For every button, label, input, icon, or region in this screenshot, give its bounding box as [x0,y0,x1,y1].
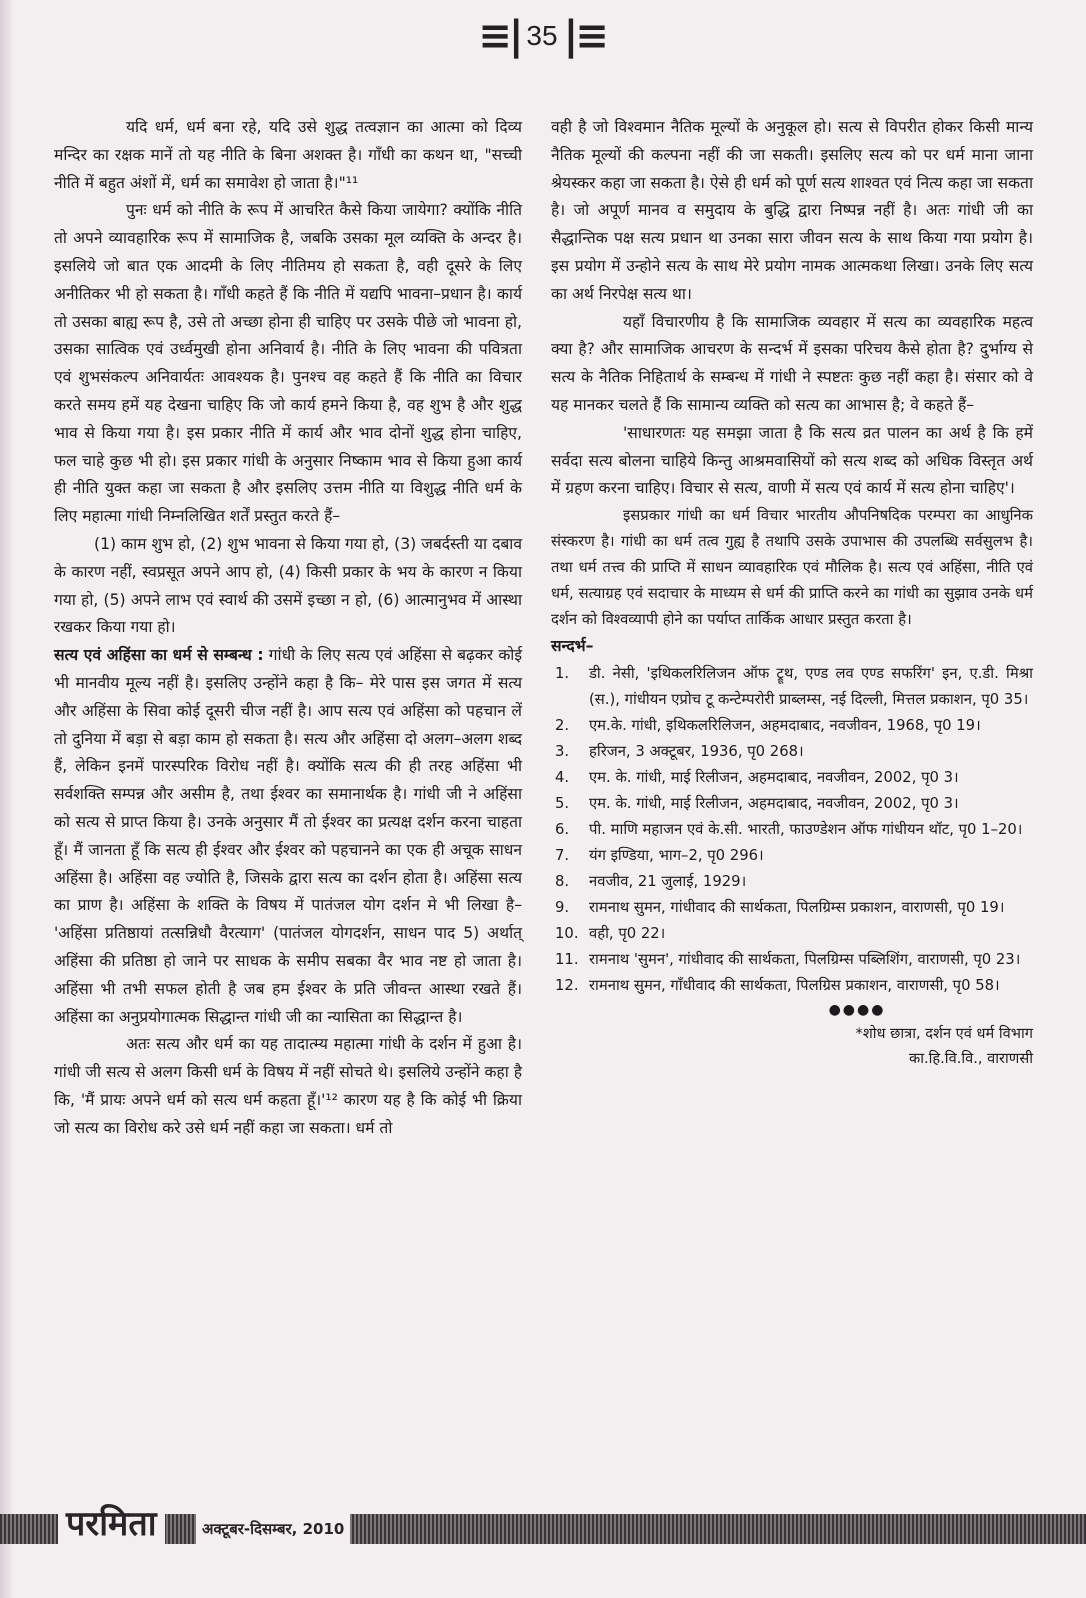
header-ornament-right: |≡ [563,13,606,59]
reference-item: 4. एम. के. गांधी, माई रिलीजन, अहमदाबाद, नवजीवन, 2002, पृ0 3। [555,768,959,786]
right-paragraph-2: यहाँ विचारणीय है कि सामाजिक व्यवहार में सत्य का व्यवहारिक महत्व क्या है? और सामाजिक आचरण के सन्दर्भ में इसका परिचय कैसे होता है? दुर्भाग्य से सत्य के नैतिक निहितार्थ के सम्बन्ध में गांधी ने स्पष्टतः कुछ नहीं कहा है। संसार को वे यह मानकर चलते हैं कि सामान्य व्यक्ति को सत्य का आभास है; वे कहते हैं– [551,312,1033,414]
magazine-logo: परमिता [58,1500,165,1548]
section-body: गांधी के लिए सत्य एवं अहिंसा से बढ़कर कोई भी मानवीय मूल्य नहीं है। इसलिए उन्होंने कहा है कि– मेरे पास इस जगत में सत्य और अहिंसा के सिवा कोई दूसरी चीज नहीं है। आप सत्य एवं अहिंसा को पहचान लें तो दुनिया में बड़ा से बड़ा काम हो सकता है। सत्य और अहिंसा दो अलग–अलग शब्द हैं, लेकिन इनमें पारस्परिक विरोध नहीं है। क्योंकि सत्य की ही तरह अहिंसा भी सर्वशक्ति सम्पन्न और असीम है, तथा ईश्वर का समानार्थक है। गांधी जी ने अहिंसा को सत्य से प्राप्त किया है। उनके अनुसार मैं तो ईश्वर का प्रत्यक्ष दर्शन करना चाहता हूँ। मैं जानता हूँ कि सत्य ही ईश्वर और ईश्वर को पहचानने का एक ही अचूक साधन अहिंसा है। अहिंसा वह ज्योति है, जिसके द्वारा सत्य का दर्शन होता है। अहिंसा सत्य का प्राण है। अहिंसा के शक्ति के विषय में पातंजल योग दर्शन मे भी लिखा है– 'अहिंसा प्रतिष्ठायां तत्सन्निधौ वैरत्याग' (पातंजल योगदर्शन, साधन पाद 5) अर्थात् अहिंसा की प्रतिष्ठा हो जाने पर साधक के समीप सबका वैर भाव नष्ट हो जाता है। अहिंसा भी तभी सफल होती है जब हम ईश्वर के प्रति जीवन्त आस्था रखते हैं। अहिंसा का अनुप्रयोगात्मक सिद्धान्त गांधी जी का न्यासिता का सिद्धान्त है। [54,646,522,1026]
right-paragraph-1: वही है जो विश्वमान नैतिक मूल्यों के अनुकूल हो। सत्य से विपरीत होकर किसी मान्य नैतिक मूल्यों की कल्पना नहीं की जा सकती। इसलिए सत्य को पर धर्म माना जाना श्रेयस्कर कहा जा सकता है। ऐसे ही धर्म को पूर्ण सत्य शाश्वत एवं नित्य कहा जा सकता है। जो अपूर्ण मानव व समुदाय के बुद्धि द्वारा निष्पन्न नहीं है। अतः गांधी जी का सैद्धान्तिक पक्ष सत्य प्रधान था उनका सारा जीवन सत्य के साथ किया गया प्रयोग है। इस प्रयोग में उन्होने सत्य के साथ मेरे प्रयोग नामक आत्मकथा लिखा। उनके लिए सत्य का अर्थ निरपेक्ष सत्य था। [551,118,1033,303]
reference-item: 10. वही, पृ0 22। [555,924,666,942]
reference-item: 8. नवजीव, 21 जुलाई, 1929। [555,872,747,890]
right-paragraph-3: इसप्रकार गांधी का धर्म विचार भारतीय औपनिषदिक परम्परा का आधुनिक संस्करण है। गांधी का धर्म तत्व गुह्य है तथापि उसके उपाभास की उपलब्धि सर्वसुलभ है। तथा धर्म तत्त्व की प्राप्ति में साधन व्यावहारिक एवं मौलिक है। सत्य एवं अहिंसा, नीति एवं धर्म, सत्याग्रह एवं सदाचार के माध्यम से धर्म की प्राप्ति करने का गांधी का सुझाव उनके धर्म दर्शन को विश्वव्यापी होने का पर्याप्त तार्किक आधार प्रस्तुत करता है। [551,507,1033,629]
reference-item: 3. हरिजन, 3 अक्टूबर, 1936, पृ0 268। [555,742,804,760]
end-ornament: ●●●● [828,1001,886,1018]
page-number: 35 [526,20,558,51]
reference-item: 1. डी. नेसी, 'इथिकलरिलिजन ऑफ ट्रूथ, एण्ड लव एण्ड सफरिंग' इन, ए.डी. मिश्रा (स.), गांधीयन एप्रोच टू कन्टेम्परोरी प्राब्लम्स, नई दिल्ली, मित्तल प्रकाशन, पृ0 35। [555,664,1033,708]
reference-item: 12. रामनाथ सुमन, गाँधीवाद की सार्थकता, पिलग्रिस प्रकाशन, वाराणसी, पृ0 58। [555,976,1000,994]
issue-date: अक्टूबर-दिसम्बर, 2010 [196,1514,350,1544]
left-paragraph-1: यदि धर्म, धर्म बना रहे, यदि उसे शुद्ध तत्वज्ञान का आत्मा को दिव्य मन्दिर का रक्षक मानें तो यह नीति के बिना अशक्त है। गाँधी का कथन था, "सच्ची नीति में बहुत अंशों में, धर्म का समावेश हो जाता है।"¹¹ [54,118,522,192]
page-number-header [462,6,622,66]
reference-item: 9. रामनाथ सुमन, गांधीवाद की सार्थकता, पिलग्रिम्स प्रकाशन, वाराणसी, पृ0 19। [555,898,1005,916]
references-title: सन्दर्भ– [551,637,594,656]
left-paragraph-5: अतः सत्य और धर्म का यह तादात्म्य महात्मा गांधी के दर्शन में हुआ है। गांधी जी सत्य से अलग किसी धर्म के विषय में नहीं सोचते थे। इसलिये उन्होंने कहा है कि, 'मैं प्रायः अपने धर्म को सत्य धर्म कहता हूँ।'¹² कारण यह है कि कोई भी क्रिया जो सत्य का विरोध करे उसे धर्म नहीं कहा जा सकता। धर्म तो [54,1035,522,1137]
left-paragraph-2: पुनः धर्म को नीति के रूप में आचरित कैसे किया जायेगा? क्योंकि नीति तो अपने व्यावहारिक रूप में सामाजिक है, जबकि उसका मूल व्यक्ति के अन्दर है। इसलिये जो बात एक आदमी के लिए नीतिमय हो सकता है, वही दूसरे के लिए अनीतिकर भी हो सकता है। गाँधी कहते हैं कि नीति में यद्यपि भावना–प्रधान है। कार्य तो उसका बाह्य रूप है, उसे तो अच्छा होना ही चाहिए पर उसके पीछे जो भावना हो, उसका सात्विक एवं उर्ध्वमुखी होना अनिवार्य है। नीति के लिए भावना की पवित्रता एवं शुभसंकल्प अनिवार्यतः आवश्यक है। पुनश्च वह कहते हैं कि नीति का विचार करते समय हमें यह देखना चाहिए कि जो कार्य हमने किया है, वह शुभ है और शुद्ध भाव से किया गया है। इस प्रकार नीति में कार्य और भाव दोनों शुद्ध होना चाहिए, फल चाहे कुछ भी हो। इस प्रकार गांधी के अनुसार निष्काम भाव से किया हुआ कार्य ही नीति युक्त कहा जा सकता है और इसलिए उत्तम नीति या विशुद्ध नीति धर्म के लिए महात्मा गांधी निम्नलिखित शर्तें प्रस्तुत करते हैं– [54,201,522,526]
left-paragraph-conditions: (1) काम शुभ हो, (2) शुभ भावना से किया गया हो, (3) जबर्दस्ती या दबाव के कारण नहीं, स्वप्रसूत अपने आप हो, (4) किसी प्रकार के भय के कारण न किया गया हो, (5) अपने लाभ एवं स्वार्थ की उसमें इच्छा न हो, (6) आत्मानुभव में आस्था रखकर किया गया हो। [54,534,522,637]
reference-item: 7. यंग इण्डिया, भाग–2, पृ0 296। [555,846,764,864]
gandhi-quote: 'साधारणतः यह समझा जाता है कि सत्य व्रत पालन का अर्थ है कि हमें सर्वदा सत्य बोलना चाहिये किन्तु आश्रमवासियों को सत्य शब्द को अधिक विस्तृत अर्थ में ग्रहण करना चाहिए। विचार से सत्य, वाणी में सत्य एवं कार्य में सत्य होना चाहिए'। [551,423,1033,498]
right-column [551,114,1033,1071]
reference-item: 5. एम. के. गांधी, माई रिलीजन, अहमदाबाद, नवजीवन, 2002, पृ0 3। [555,794,959,812]
left-paragraph-truth-nonviolence [54,642,522,1031]
reference-item: 2. एम.के. गांधी, इथिकलरिलिजन, अहमदाबाद, नवजीवन, 1968, पृ0 19। [555,716,981,734]
page-edge [0,0,14,1598]
author-affiliation-2: का.हि.वि.वि., वाराणसी [909,1049,1033,1067]
references-list [551,661,1033,999]
section-heading: सत्य एवं अहिंसा का धर्म से सम्बन्ध : [54,646,264,665]
author-affiliation-1: *शोध छात्रा, दर्शन एवं धर्म विभाग [855,1024,1033,1042]
left-column [54,114,522,1142]
reference-item: 6. पी. माणि महाजन एवं के.सी. भारती, फाउण्डेशन ऑफ गांधीयन थॉट, पृ0 1–20। [555,820,1023,838]
reference-item: 11. रामनाथ 'सुमन', गांधीवाद की सार्थकता, पिलग्रिम्स पब्लिशिंग, वाराणसी, पृ0 23। [555,950,1021,968]
header-ornament-left: ≡| [478,13,521,59]
